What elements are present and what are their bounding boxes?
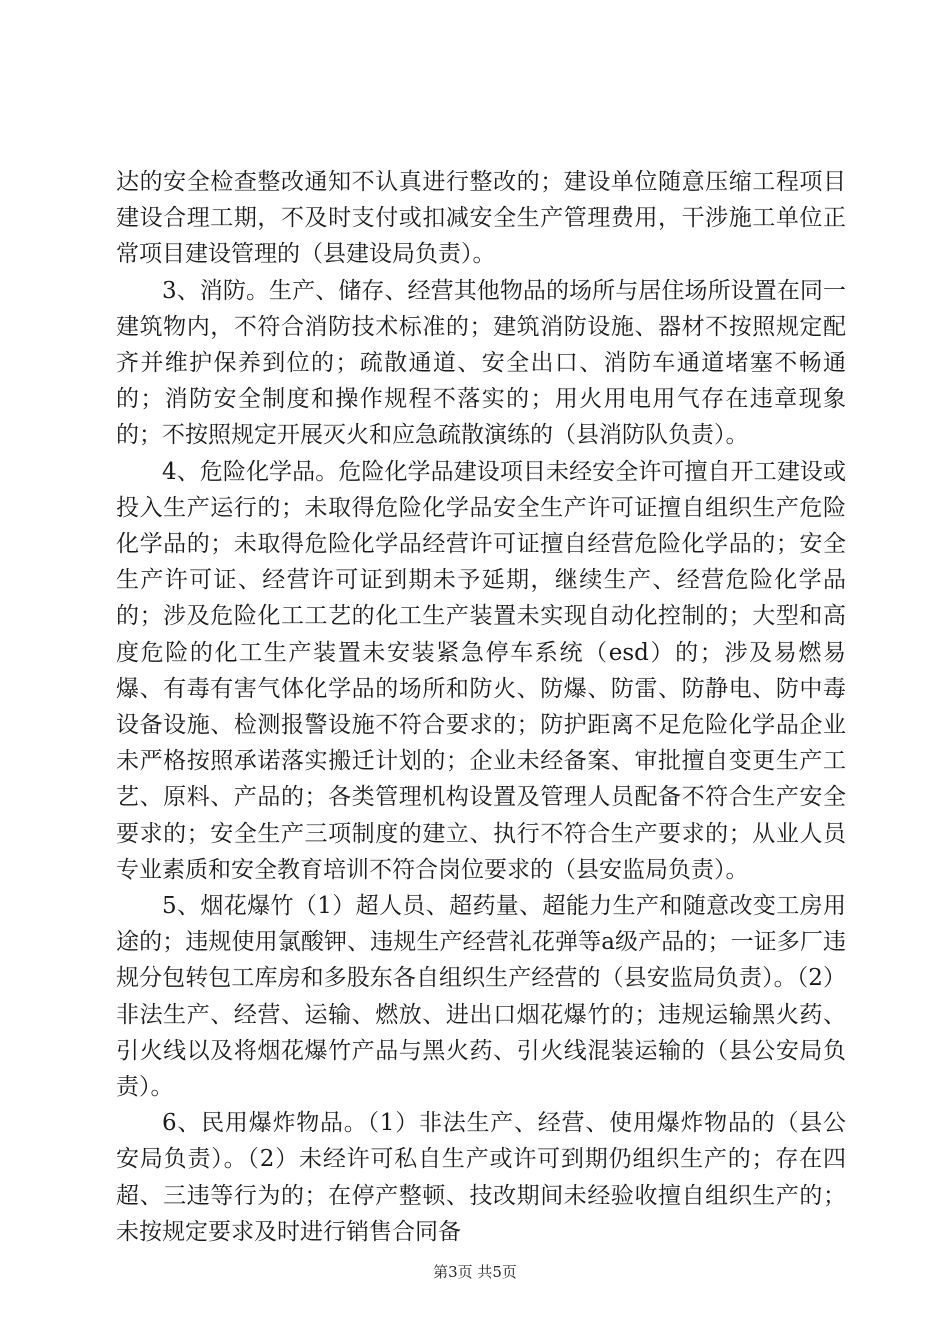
paragraph-fire-safety: 3、消防。生产、储存、经营其他物品的场所与居住场所设置在同一建筑物内，不符合消防技术标准的；建筑消防设施、器材不按照规定配齐并维护保养到位的；疏散通道、安全出口、消防车通道堵塞不畅通的；消防安全制度和操作规程不落实的；用火用电用气存在违章现象的；不按照规定开展灭火和应急疏散演练的（县消防队负责）。 [116,277,846,449]
document-body [116,164,846,1250]
paragraph-fireworks: 5、烟花爆竹（1）超人员、超药量、超能力生产和随意改变工房用途的；违规使用氯酸钾、违规生产经营礼花弹等a级产品的；一证多厂违规分包转包工库房和多股东各自组织生产经营的（县安监局负责）。（2）非法生产、经营、运输、燃放、进出口烟花爆竹的；违规运输黑火药、引火线以及将烟花爆竹产品与黑火药、引火线混装运输的（县公安局负责）。 [116,893,846,1101]
paragraph-hazardous-chemicals: 4、危险化学品。危险化学品建设项目未经安全许可擅自开工建设或投入生产运行的；未取得危险化学品安全生产许可证擅自组织生产危险化学品的；未取得危险化学品经营许可证擅自经营危险化学品的；安全生产许可证、经营许可证到期未予延期，继续生产、经营危险化学品的；涉及危险化工工艺的化工生产装置未实现自动化控制的；大型和高度危险的化工生产装置未安装紧急停车系统（esd）的；涉及易燃易爆、有毒有害气体化学品的场所和防火、防爆、防雷、防静电、防中毒设备设施、检测报警设施不符合要求的；防护距离不足危险化学品企业未严格按照承诺落实搬迁计划的；企业未经备案、审批擅自变更生产工艺、原料、产品的；各类管理机构设置及管理人员配备不符合生产安全要求的；安全生产三项制度的建立、执行不符合生产要求的；从业人员专业素质和安全教育培训不符合岗位要求的（县安监局负责）。 [116,458,846,883]
paragraph-continuation: 达的安全检查整改通知不认真进行整改的；建设单位随意压缩工程项目建设合理工期，不及时支付或扣减安全生产管理费用，干涉施工单位正常项目建设管理的（县建设局负责）。 [116,169,846,268]
page-number-footer: 第3页 共5页 [433,1263,517,1281]
paragraph-civil-explosives: 6、民用爆炸物品。（1）非法生产、经营、使用爆炸物品的（县公安局负责）。（2）未经许可私自生产或许可到期仍组织生产的；存在四超、三违等行为的；在停产整顿、技改期间未经验收擅自组织生产的；未按规定要求及时进行销售合同备 [116,1110,846,1245]
